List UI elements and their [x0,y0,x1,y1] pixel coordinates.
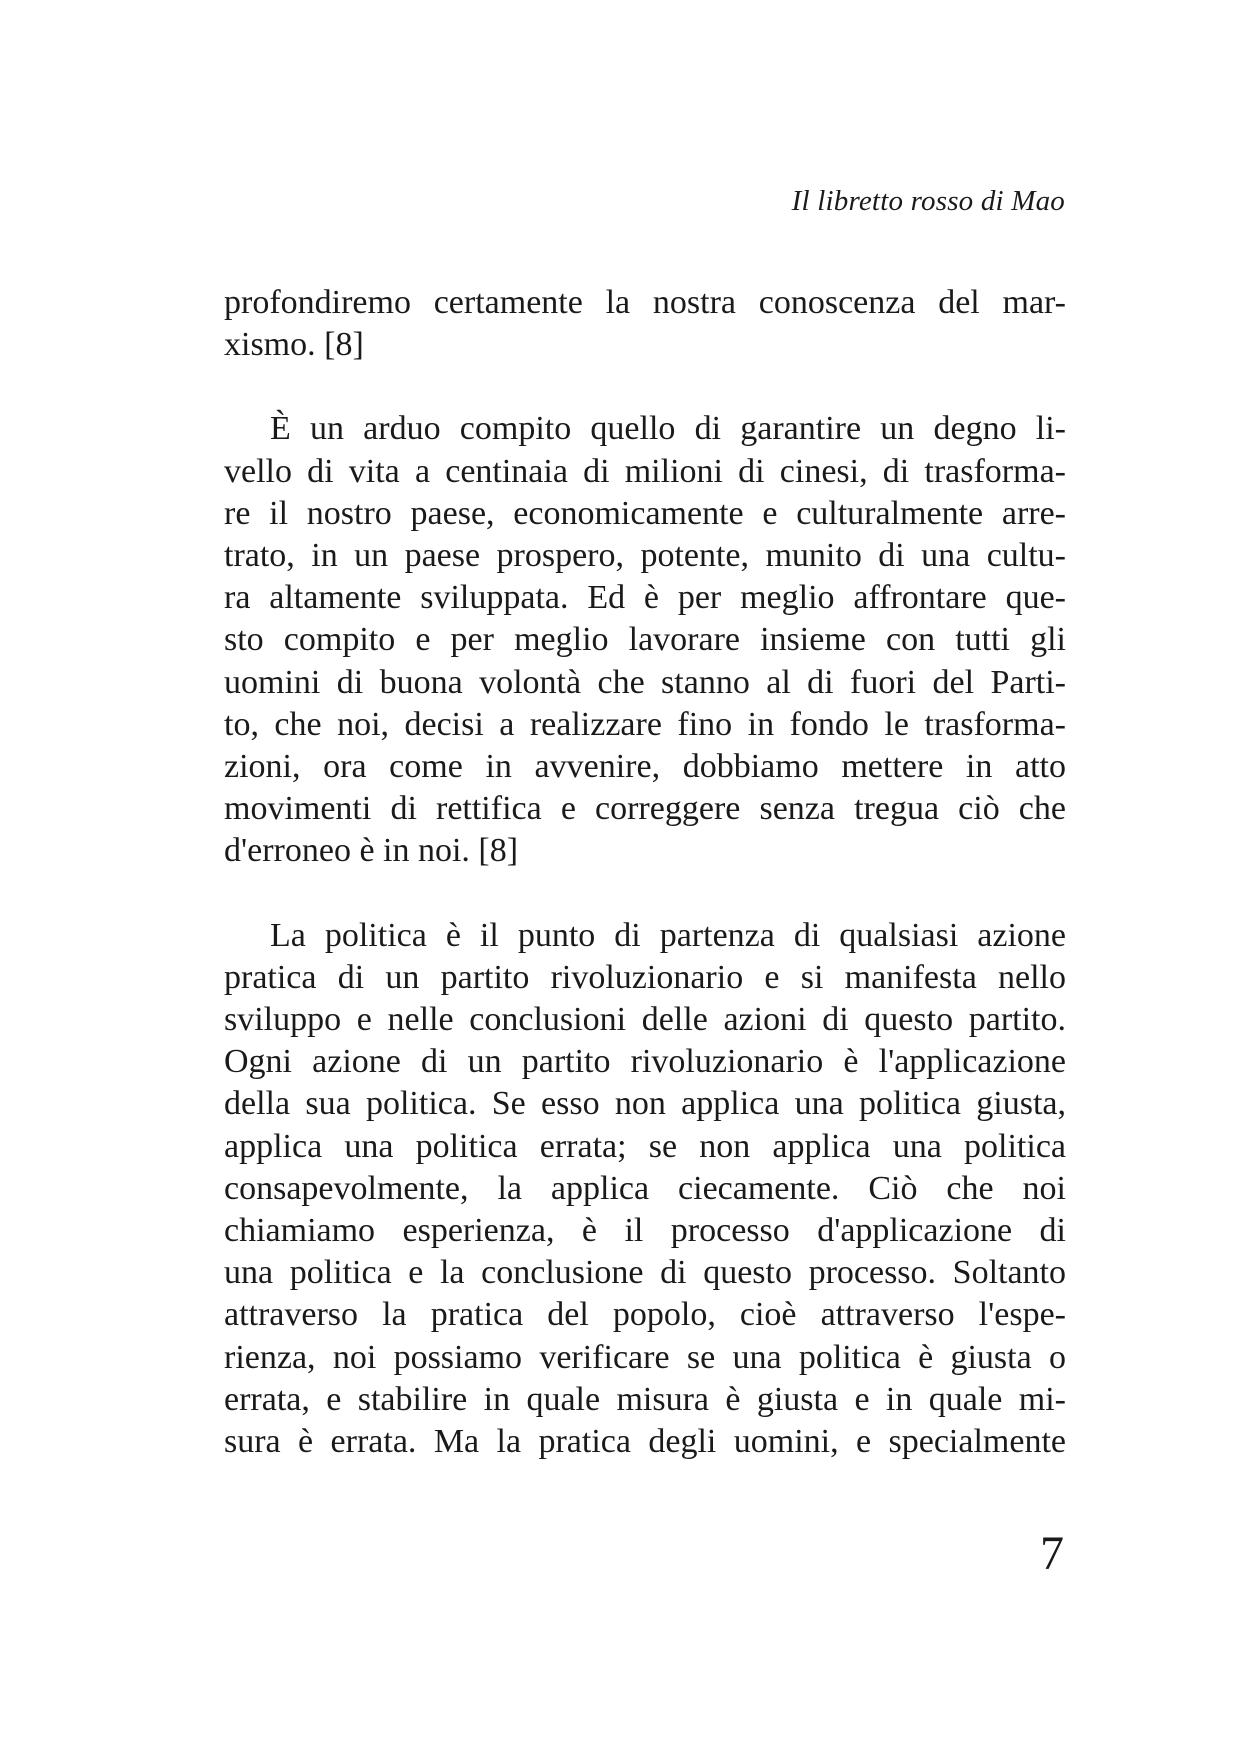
text-line: ra altamente sviluppata. Ed è per meglio affrontare que- [224,579,1066,617]
text-line: della sua politica. Se esso non applica una politica giusta, [224,1085,1066,1123]
text-line: uomini di buona volontà che stanno al di fuori del Parti- [224,663,1066,701]
text-line: re il nostro paese, economicamente e culturalmente arre- [224,494,1066,532]
running-header: Il libretto rosso di Mao [791,185,1065,217]
text-line: rienza, noi possiamo verificare se una politica è giusta o [224,1338,1066,1376]
text-line: to, che noi, decisi a realizzare fino in fondo le trasforma- [224,705,1066,743]
text-line: sviluppo e nelle conclusioni delle azioni di questo partito. [224,1001,1066,1039]
text-line: consapevolmente, la applica ciecamente. Ciò che noi [224,1169,1066,1207]
page-number: 7 [1040,1527,1064,1580]
text-line: pratica di un partito rivoluzionario e si manifesta nello [224,958,1066,996]
body-text [224,282,1066,1463]
paragraph-2 [224,408,1066,872]
text-line: È un arduo compito quello di garantire un degno li- [270,410,1066,448]
text-line: xismo. [8] [224,326,364,364]
text-line: profondiremo certamente la nostra conoscenza del mar- [224,284,1066,321]
text-line: vello di vita a centinaia di milioni di cinesi, di trasforma- [224,452,1066,490]
text-line: attraverso la pratica del popolo, cioè attraverso l'espe- [224,1296,1066,1334]
text-line: Ogni azione di un partito rivoluzionario è l'applicazione [224,1043,1066,1081]
text-line: errata, e stabilire in quale misura è giusta e in quale mi- [224,1380,1066,1418]
text-line: trato, in un paese prospero, potente, munito di una cultu- [224,537,1066,575]
text-line: La politica è il punto di partenza di qualsiasi azione [270,916,1066,954]
paragraph-1 [224,282,1066,366]
text-line: zioni, ora come in avvenire, dobbiamo mettere in atto [224,748,1066,786]
text-line: applica una politica errata; se non applica una politica [224,1127,1066,1165]
text-line: d'erroneo è in noi. [8] [224,832,519,870]
text-line: sto compito e per meglio lavorare insieme con tutti gli [224,621,1066,659]
text-line: una politica e la conclusione di questo processo. Soltanto [224,1254,1066,1292]
text-line: movimenti di rettifica e correggere senza tregua ciò che [224,790,1066,828]
text-line: sura è errata. Ma la pratica degli uomini, e specialmente [224,1423,1066,1461]
text-line: chiamiamo esperienza, è il processo d'applicazione di [224,1212,1066,1250]
paragraph-3 [224,915,1066,1464]
